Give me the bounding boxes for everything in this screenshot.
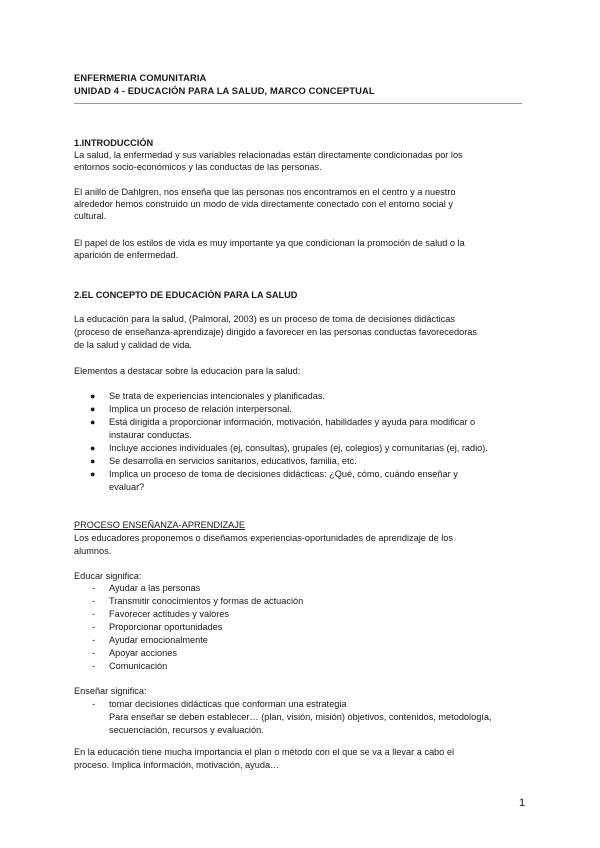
paragraph: En la educación tiene mucha importancia el plan o método con el que se va a llevar a cabo el: [74, 747, 454, 757]
header-course: ENFERMERIA COMUNITARIA: [74, 72, 207, 83]
paragraph: Elementos a destacar sobre la educación para la salud:: [74, 366, 301, 376]
list-item: Implica un proceso de toma de decisiones didácticas: ¿Qué, cómo, cuándo enseñar y: [109, 469, 458, 479]
dash-marker: -: [92, 622, 96, 632]
dash-marker: -: [92, 648, 96, 658]
paragraph: proceso. Implica información, motivación, ayuda…: [74, 760, 280, 770]
list-item: Está dirigida a proporcionar información, motivación, habilidades y ayuda para modificar o: [109, 417, 476, 427]
dash-marker: -: [92, 583, 96, 593]
list-item: Para enseñar se deben establecer… (plan, visión, misión) objetivos, contenidos, metodología,: [109, 712, 492, 722]
list-item: Implica un proceso de relación interpersonal.: [109, 404, 292, 414]
list-item: Apoyar acciones: [109, 648, 177, 658]
dash-marker: -: [92, 609, 96, 619]
list-item: Ayudar a las personas: [109, 583, 201, 593]
paragraph: alrededor hemos construido un modo de vida directamente conectado con el entorno social y: [74, 199, 453, 209]
dash-marker: -: [92, 699, 96, 709]
paragraph: cultural.: [74, 211, 107, 221]
paragraph: alumnos.: [74, 546, 112, 556]
dash-marker: -: [92, 596, 96, 606]
bullet-icon: ●: [90, 469, 96, 479]
list-item: Ayudar emocionalmente: [109, 635, 208, 645]
list-item: evaluar?: [109, 482, 145, 492]
subsection-title: PROCESO ENSEÑANZA-APRENDIZAJE: [74, 520, 246, 530]
paragraph: (proceso de enseñanza-aprendizaje) dirigido a favorecer en las personas conductas favorecedoras: [74, 327, 477, 337]
list-item: instaurar conductas.: [109, 430, 192, 440]
list-item: Comunicación: [109, 661, 168, 671]
paragraph: La salud, la enfermedad y sus variables relacionadas están directamente condicionadas por los: [74, 150, 463, 160]
bullet-icon: ●: [90, 391, 96, 401]
list-item: Transmitir conocimientos y formas de actuación: [109, 596, 304, 606]
dash-marker: -: [92, 661, 96, 671]
educar-label: Educar significa:: [74, 571, 142, 581]
bullet-icon: ●: [90, 404, 96, 414]
header-divider: [74, 103, 522, 104]
paragraph: La educación para la salud, (Palmoral, 2003) es un proceso de toma de decisiones didácticas: [74, 314, 455, 324]
paragraph: aparición de enfermedad.: [74, 250, 179, 260]
bullet-icon: ●: [90, 456, 96, 466]
page-number: 1: [519, 797, 526, 809]
paragraph: entornos socio-económicos y las conductas de las personas.: [74, 162, 322, 172]
paragraph: Los educadores proponemos o diseñamos experiencias-oportunidades de aprendizaje de los: [74, 533, 453, 543]
list-item: Proporcionar oportunidades: [109, 622, 223, 632]
list-item: Favorecer actitudes y valores: [109, 609, 229, 619]
list-item: secuenciación, recursos y evaluación.: [109, 725, 264, 735]
header-unit: UNIDAD 4 - EDUCACIÓN PARA LA SALUD, MARCO CONCEPTUAL: [74, 85, 375, 96]
list-item: tomar decisiones didácticas que conforman una estrategia: [109, 699, 347, 709]
paragraph: El anillo de Dahlgren, nos enseña que las personas nos encontramos en el centro y a nuestro: [74, 187, 456, 197]
list-item: Se desarrolla en servicios sanitarios, educativos, familia, etc.: [109, 456, 357, 466]
section-2-title: 2.EL CONCEPTO DE EDUCACIÓN PARA LA SALUD: [74, 290, 298, 300]
section-1-title: 1.INTRODUCCIÓN: [74, 138, 154, 148]
list-item: Se trata de experiencias intencionales y planificadas.: [109, 391, 326, 401]
ensenar-label: Enseñar significa:: [74, 686, 147, 696]
bullet-icon: ●: [90, 417, 96, 427]
bullet-icon: ●: [90, 443, 96, 453]
list-item: Incluye acciones individuales (ej, consultas), grupales (ej, colegios) y comunitarias (ej, radio).: [109, 443, 488, 453]
paragraph: de la salud y calidad de vida.: [74, 340, 192, 350]
paragraph: El papel de los estilos de vida es muy importante ya que condicionan la promoción de salud o la: [74, 238, 465, 248]
dash-marker: -: [92, 635, 96, 645]
